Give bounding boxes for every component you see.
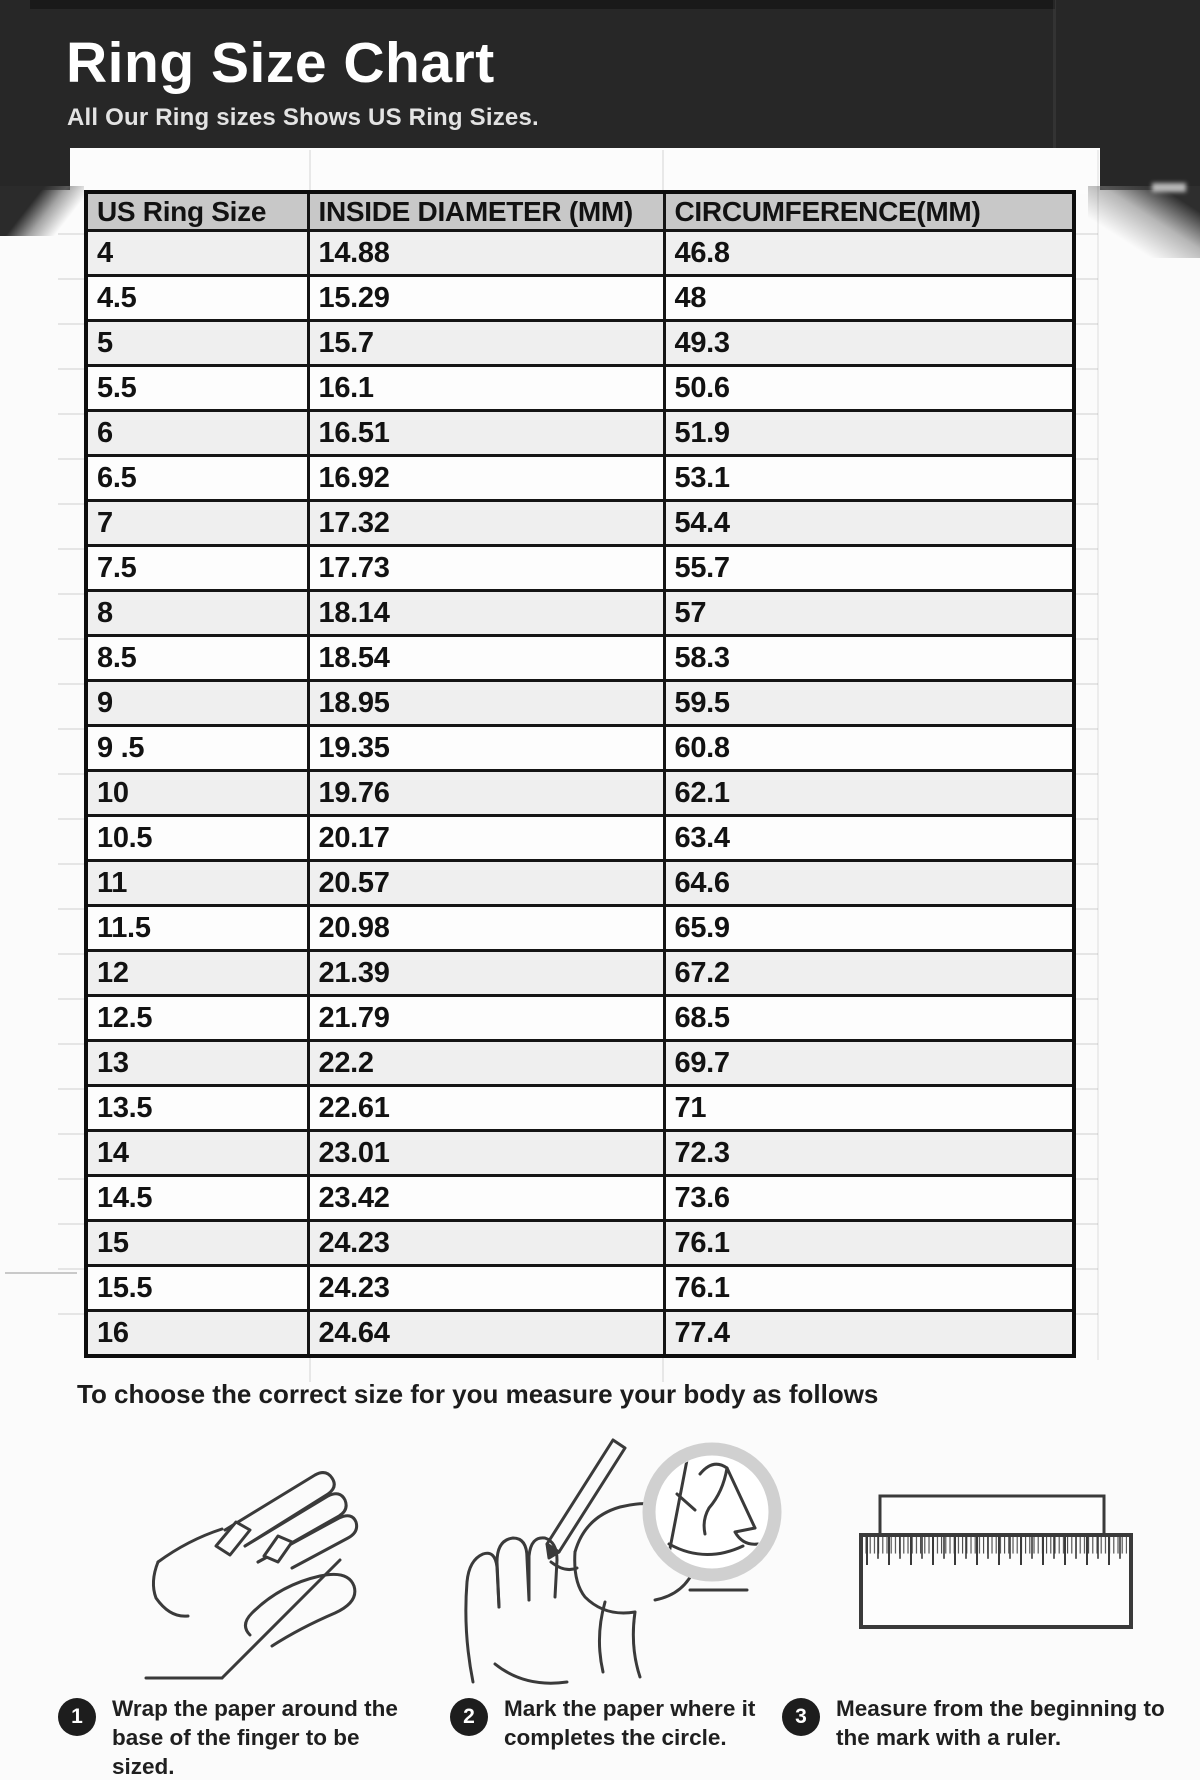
- column-header-us-ring-size: US Ring Size: [86, 192, 308, 231]
- cell-circumference: 50.6: [664, 366, 1074, 411]
- cell-inside-diameter: 20.17: [308, 816, 664, 861]
- cell-circumference: 77.4: [664, 1311, 1074, 1357]
- cell-us-ring-size: 9 .5: [86, 726, 308, 771]
- table-row: [86, 771, 1074, 816]
- cell-inside-diameter: 21.79: [308, 996, 664, 1041]
- gridline: [309, 150, 311, 192]
- cell-us-ring-size: 5: [86, 321, 308, 366]
- step-2: [450, 1694, 804, 1752]
- ruler-illustration: [853, 1490, 1138, 1635]
- table-row: [86, 861, 1074, 906]
- magnifier-circle: [649, 1449, 775, 1575]
- cell-us-ring-size: 10: [86, 771, 308, 816]
- cell-inside-diameter: 23.42: [308, 1176, 664, 1221]
- cell-us-ring-size: 10.5: [86, 816, 308, 861]
- table-row: [86, 231, 1074, 276]
- step-3: [782, 1694, 1184, 1752]
- cell-inside-diameter: 21.39: [308, 951, 664, 996]
- cell-inside-diameter: 20.98: [308, 906, 664, 951]
- cell-us-ring-size: 4: [86, 231, 308, 276]
- cell-circumference: 54.4: [664, 501, 1074, 546]
- cell-circumference: 46.8: [664, 231, 1074, 276]
- table-row: [86, 456, 1074, 501]
- table-row: [86, 1311, 1074, 1357]
- ring-size-table: [84, 190, 1076, 1358]
- cell-us-ring-size: 9: [86, 681, 308, 726]
- step-1: [58, 1694, 412, 1780]
- cell-inside-diameter: 18.14: [308, 591, 664, 636]
- cell-inside-diameter: 16.51: [308, 411, 664, 456]
- cell-us-ring-size: 8: [86, 591, 308, 636]
- table-header-row: [86, 192, 1074, 231]
- cell-inside-diameter: 20.57: [308, 861, 664, 906]
- cell-us-ring-size: 14.5: [86, 1176, 308, 1221]
- table-row: [86, 636, 1074, 681]
- cell-inside-diameter: 19.76: [308, 771, 664, 816]
- cell-circumference: 76.1: [664, 1221, 1074, 1266]
- cell-us-ring-size: 11: [86, 861, 308, 906]
- cell-circumference: 49.3: [664, 321, 1074, 366]
- gridline: [1097, 150, 1099, 1360]
- cell-us-ring-size: 6.5: [86, 456, 308, 501]
- page-subtitle: All Our Ring sizes Shows US Ring Sizes.: [67, 104, 539, 131]
- cell-inside-diameter: 14.88: [308, 231, 664, 276]
- cell-inside-diameter: 15.7: [308, 321, 664, 366]
- cell-circumference: 71: [664, 1086, 1074, 1131]
- table-row: [86, 906, 1074, 951]
- cell-circumference: 64.6: [664, 861, 1074, 906]
- banner-top-strip: [30, 0, 1055, 9]
- cell-circumference: 58.3: [664, 636, 1074, 681]
- cell-circumference: 63.4: [664, 816, 1074, 861]
- cell-inside-diameter: 15.29: [308, 276, 664, 321]
- table-row: [86, 276, 1074, 321]
- cell-circumference: 48: [664, 276, 1074, 321]
- cell-inside-diameter: 17.73: [308, 546, 664, 591]
- cell-circumference: 51.9: [664, 411, 1074, 456]
- cell-inside-diameter: 24.23: [308, 1266, 664, 1311]
- cell-inside-diameter: 18.54: [308, 636, 664, 681]
- cell-us-ring-size: 7.5: [86, 546, 308, 591]
- cell-inside-diameter: 17.32: [308, 501, 664, 546]
- table-row: [86, 996, 1074, 1041]
- cell-us-ring-size: 8.5: [86, 636, 308, 681]
- banner-ribbon-right: [1088, 186, 1200, 258]
- column-header-circumference: CIRCUMFERENCE(MM): [664, 192, 1074, 231]
- cell-us-ring-size: 14: [86, 1131, 308, 1176]
- cell-inside-diameter: 24.23: [308, 1221, 664, 1266]
- banner-corner-highlight: [1152, 183, 1186, 192]
- cell-us-ring-size: 5.5: [86, 366, 308, 411]
- cell-circumference: 59.5: [664, 681, 1074, 726]
- cell-circumference: 69.7: [664, 1041, 1074, 1086]
- table-row: [86, 1131, 1074, 1176]
- table-row: [86, 1221, 1074, 1266]
- step-1-text: Wrap the paper around the base of the finger to be sized.: [112, 1696, 398, 1779]
- gridline-dash: [5, 1272, 77, 1274]
- table-row: [86, 366, 1074, 411]
- table-row: [86, 681, 1074, 726]
- table-row: [86, 501, 1074, 546]
- cell-us-ring-size: 7: [86, 501, 308, 546]
- cell-us-ring-size: 11.5: [86, 906, 308, 951]
- table-row: [86, 1086, 1074, 1131]
- table-body: [86, 231, 1074, 1357]
- cell-us-ring-size: 13: [86, 1041, 308, 1086]
- gridline-gutter-left: [58, 233, 84, 1358]
- hand-paper-illustration: [130, 1450, 370, 1690]
- table-row: [86, 726, 1074, 771]
- table-row: [86, 1266, 1074, 1311]
- page-title: Ring Size Chart: [66, 31, 495, 95]
- table-row: [86, 1041, 1074, 1086]
- hand-marking-illustration: [455, 1432, 800, 1697]
- table-row: [86, 951, 1074, 996]
- cell-us-ring-size: 6: [86, 411, 308, 456]
- table-row: [86, 591, 1074, 636]
- cell-inside-diameter: 22.2: [308, 1041, 664, 1086]
- table-row: [86, 816, 1074, 861]
- cell-inside-diameter: 18.95: [308, 681, 664, 726]
- cell-circumference: 55.7: [664, 546, 1074, 591]
- cell-us-ring-size: 13.5: [86, 1086, 308, 1131]
- table-row: [86, 411, 1074, 456]
- cell-us-ring-size: 16: [86, 1311, 308, 1357]
- cell-us-ring-size: 4.5: [86, 276, 308, 321]
- paper-strip: [880, 1496, 1104, 1539]
- table-row: [86, 1176, 1074, 1221]
- cell-circumference: 73.6: [664, 1176, 1074, 1221]
- table-row: [86, 546, 1074, 591]
- gridline: [662, 150, 664, 192]
- banner-seam: [1053, 0, 1056, 150]
- cell-us-ring-size: 15.5: [86, 1266, 308, 1311]
- cell-inside-diameter: 19.35: [308, 726, 664, 771]
- cell-us-ring-size: 12.5: [86, 996, 308, 1041]
- column-header-inside-diameter: INSIDE DIAMETER (MM): [308, 192, 664, 231]
- cell-circumference: 60.8: [664, 726, 1074, 771]
- step-3-text: Measure from the beginning to the mark with a ruler.: [836, 1696, 1165, 1750]
- cell-circumference: 68.5: [664, 996, 1074, 1041]
- cell-inside-diameter: 16.1: [308, 366, 664, 411]
- cell-circumference: 67.2: [664, 951, 1074, 996]
- table-sheet: [70, 148, 1100, 194]
- cell-us-ring-size: 12: [86, 951, 308, 996]
- cell-inside-diameter: 22.61: [308, 1086, 664, 1131]
- cell-circumference: 72.3: [664, 1131, 1074, 1176]
- cell-us-ring-size: 15: [86, 1221, 308, 1266]
- step-2-text: Mark the paper where it completes the circle.: [504, 1696, 756, 1750]
- cell-circumference: 62.1: [664, 771, 1074, 816]
- cell-circumference: 76.1: [664, 1266, 1074, 1311]
- table-row: [86, 321, 1074, 366]
- step-1-number-badge: 1: [58, 1698, 96, 1736]
- step-2-number-badge: 2: [450, 1698, 488, 1736]
- step-3-number-badge: 3: [782, 1698, 820, 1736]
- cell-inside-diameter: 16.92: [308, 456, 664, 501]
- cell-circumference: 53.1: [664, 456, 1074, 501]
- banner-ribbon-left: [0, 186, 84, 236]
- instructions-intro: To choose the correct size for you measure your body as follows: [77, 1379, 879, 1409]
- cell-circumference: 57: [664, 591, 1074, 636]
- cell-circumference: 65.9: [664, 906, 1074, 951]
- cell-inside-diameter: 24.64: [308, 1311, 664, 1357]
- cell-inside-diameter: 23.01: [308, 1131, 664, 1176]
